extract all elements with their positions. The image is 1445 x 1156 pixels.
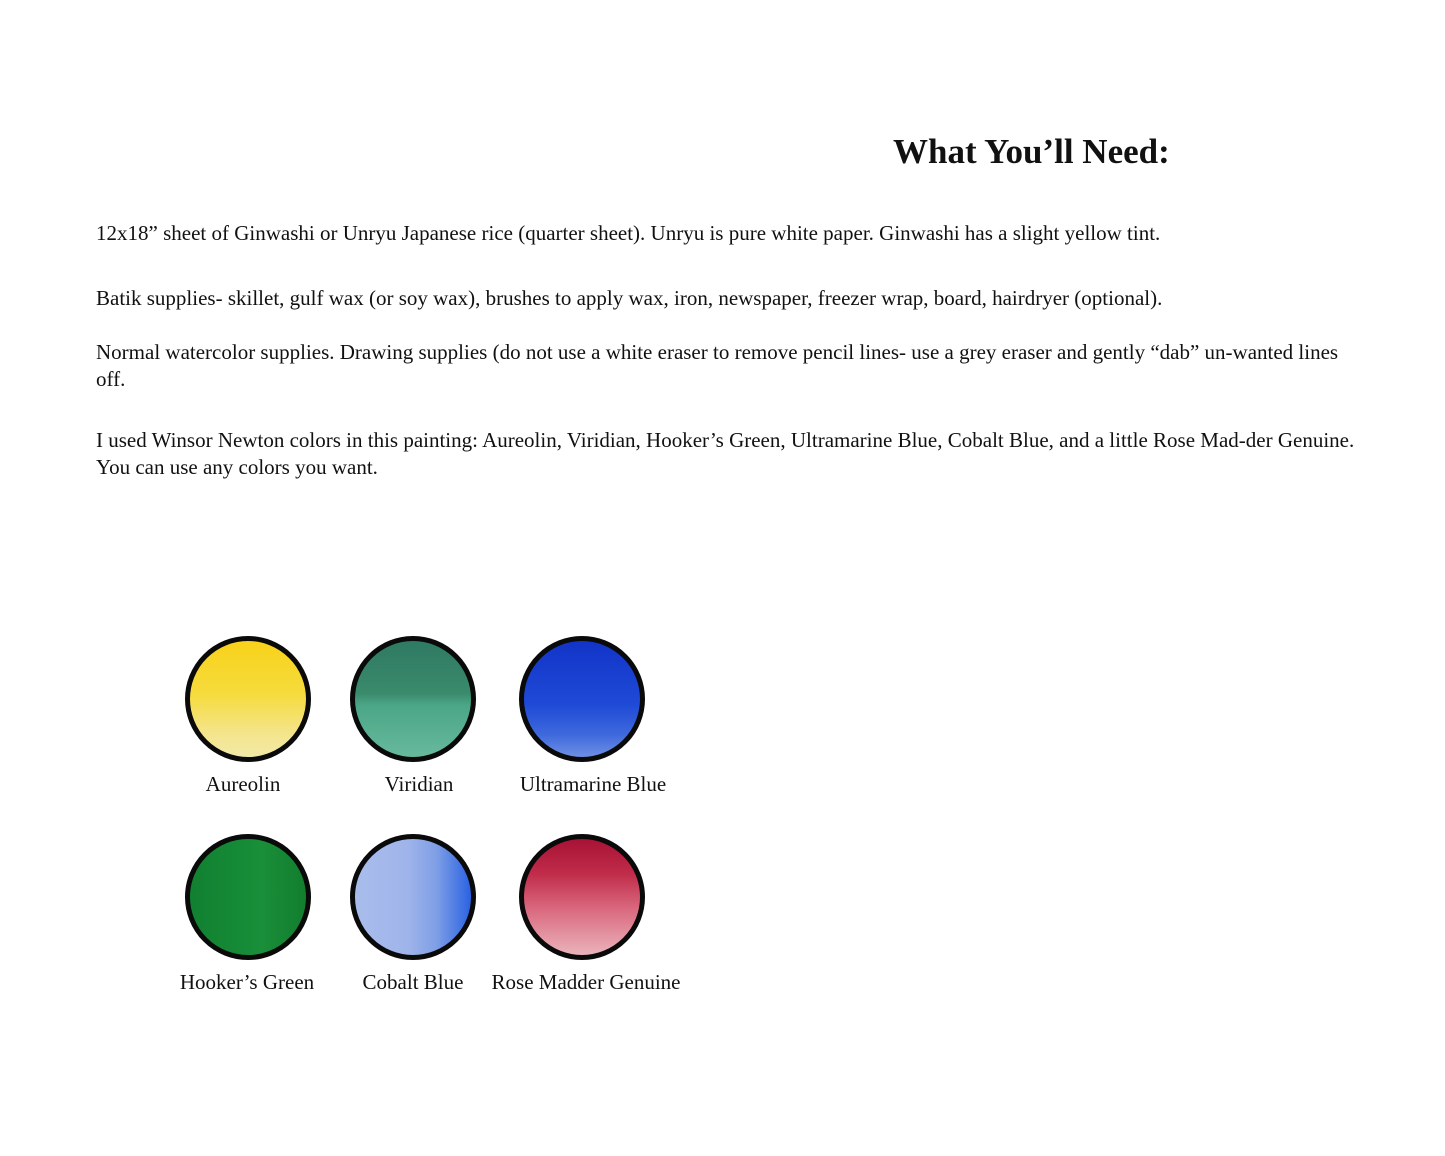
swatch-hookers-green [185,834,311,960]
batik-supplies-paragraph: Batik supplies- skillet, gulf wax (or soy wax), brushes to apply wax, iron, newspaper, freezer wrap, board, hairdryer (optional). [96,286,1163,310]
swatch-label-rose-madder-genuine: Rose Madder Genuine [491,970,681,994]
swatch-label-cobalt-blue: Cobalt Blue [362,970,464,994]
watercolor-supplies-paragraph: Normal watercolor supplies. Drawing supplies (do not use a white eraser to remove pencil lines- use a grey eraser and gently “dab” un-wanted lines off. [96,340,1339,391]
swatch-label-ultramarine-blue: Ultramarine Blue [519,772,667,796]
swatch-viridian [350,636,476,762]
page-title: What You’ll Need: [893,132,1170,171]
colors-paragraph: I used Winsor Newton colors in this painting: Aureolin, Viridian, Hooker’s Green, Ultramarine Blue, Cobalt Blue, and a little Rose Mad-der Genuine. You can use any colors you want. [96,428,1355,479]
swatch-ultramarine-blue [519,636,645,762]
paper-paragraph: 12x18” sheet of Ginwashi or Unryu Japanese rice (quarter sheet). Unryu is pure white paper. Ginwashi has a slight yellow tint. [96,221,1161,245]
swatch-label-viridian: Viridian [384,772,454,796]
swatch-cobalt-blue [350,834,476,960]
swatch-label-hookers-green: Hooker’s Green [179,970,315,994]
swatch-aureolin [185,636,311,762]
swatch-rose-madder-genuine [519,834,645,960]
swatch-label-aureolin: Aureolin [205,772,281,796]
